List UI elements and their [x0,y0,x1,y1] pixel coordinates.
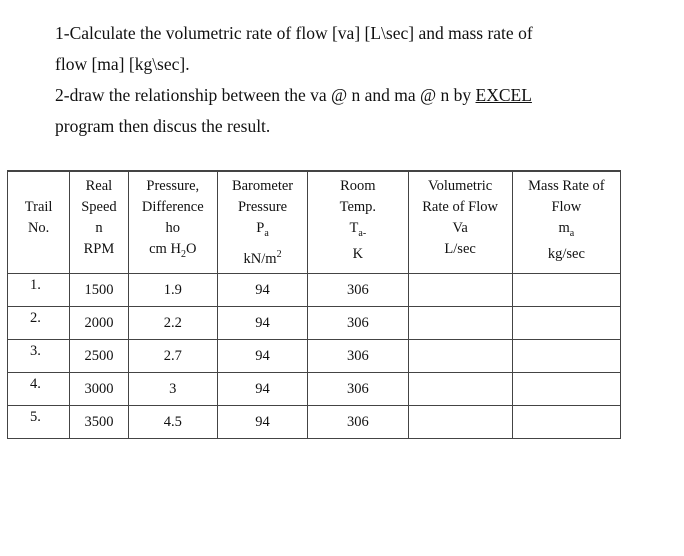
header-barometer-symbol [218,218,307,244]
header-pressure-difference [128,171,217,274]
room-temp-cell: 306 [308,274,408,307]
table-row [8,307,621,340]
header-volumetric-line-2: Va [452,220,468,236]
header-pressure-line-1: Difference [141,199,204,215]
mass-rate-cell[interactable] [512,274,620,307]
header-speed-line-1: Speed [81,199,117,215]
unit-o: O [185,241,197,257]
header-pressure-line-2: ho [165,220,181,236]
header-barometer-line-1: Pressure [237,199,288,215]
header-volumetric-rate [408,171,512,274]
table-header-row [8,171,621,274]
volumetric-rate-cell[interactable] [408,373,512,406]
header-barometer-pressure [217,171,307,274]
mass-rate-cell[interactable] [512,406,620,439]
header-volumetric-line-1: Rate of Flow [422,199,498,215]
header-pressure-unit [129,239,217,265]
speed-cell: 2000 [70,307,128,340]
barometer-pressure-cell: 94 [217,406,307,439]
instruction-line-3 [55,80,655,111]
volumetric-rate-cell[interactable] [408,406,512,439]
header-mass-line-1: Flow [551,199,582,215]
header-volumetric-line-0: Volumetric [428,178,493,194]
header-speed-line-2: n [95,220,103,236]
instructions [55,18,655,142]
mass-rate-cell[interactable] [512,373,620,406]
header-trail-no [8,171,70,274]
symbol-sub-a-mass: a [569,227,575,239]
header-mass-rate [512,171,620,274]
header-temp-line-0: Room [340,178,376,194]
volumetric-rate-cell[interactable] [408,307,512,340]
pressure-difference-cell: 3 [128,373,217,406]
speed-cell: 1500 [70,274,128,307]
header-temp-symbol [308,218,407,244]
symbol-m: m [558,220,570,236]
volumetric-rate-cell[interactable] [408,340,512,373]
mass-rate-cell[interactable] [512,340,620,373]
header-temp-line-1: Temp. [339,199,377,215]
header-real-speed [70,171,128,274]
pressure-difference-cell: 4.5 [128,406,217,439]
barometer-pressure-cell: 94 [217,274,307,307]
header-trail-line-0 [8,176,69,197]
pressure-difference-cell: 2.2 [128,307,217,340]
barometer-pressure-cell: 94 [217,340,307,373]
barometer-pressure-cell: 94 [217,373,307,406]
room-temp-cell: 306 [308,307,408,340]
excel-underlined-text: EXCEL [475,85,532,105]
instruction-line-1: 1-Calculate the volumetric rate of flow [va] [L\sec] and mass rate of [55,23,533,43]
instruction-line-4: program then discus the result. [55,116,271,136]
pressure-difference-cell: 2.7 [128,340,217,373]
symbol-p: P [256,220,265,236]
room-temp-cell: 306 [308,373,408,406]
table-row [8,340,621,373]
barometer-pressure-cell: 94 [217,307,307,340]
trail-number-cell: 3. [8,340,70,373]
unit-kn-m: kN/m [243,250,277,267]
volumetric-rate-cell[interactable] [408,274,512,307]
symbol-t: T [349,220,359,236]
room-temp-cell: 306 [308,406,408,439]
trail-number-cell: 4. [8,373,70,406]
speed-cell: 3500 [70,406,128,439]
header-pressure-line-0: Pressure, [146,178,200,194]
header-trail-line-1: Trail [24,199,53,215]
header-speed-line-0: Real [85,178,113,194]
symbol-sub-a: a [264,227,269,239]
unit-cm-h: cm H [149,241,181,257]
room-temp-cell: 306 [308,340,408,373]
header-volumetric-line-3: L/sec [444,241,476,257]
instruction-line-3-text: 2-draw the relationship between the va @ n and ma @ n by [55,85,476,105]
header-barometer-line-0: Barometer [231,178,294,194]
speed-cell: 2500 [70,340,128,373]
table-row [8,406,621,439]
header-speed-line-3: RPM [83,241,115,257]
header-mass-unit: kg/sec [547,245,585,262]
table-row [8,274,621,307]
data-table [7,170,621,439]
trail-number-cell: 1. [8,274,70,307]
header-trail-line-2: No. [27,220,50,236]
header-barometer-unit [218,244,307,270]
header-room-temp [308,171,408,274]
header-temp-unit: K [352,245,364,262]
symbol-sub-a-dash: a- [358,227,367,239]
unit-sup-2: 2 [276,248,282,260]
speed-cell: 3000 [70,373,128,406]
unit-sub-2: 2 [180,248,186,260]
pressure-difference-cell: 1.9 [128,274,217,307]
table-row [8,373,621,406]
trail-number-cell: 2. [8,307,70,340]
header-mass-line-0: Mass Rate of [528,178,605,194]
instruction-line-2: flow [ma] [kg\sec]. [55,54,190,74]
trail-number-cell: 5. [8,406,70,439]
mass-rate-cell[interactable] [512,307,620,340]
header-mass-symbol [513,218,620,244]
